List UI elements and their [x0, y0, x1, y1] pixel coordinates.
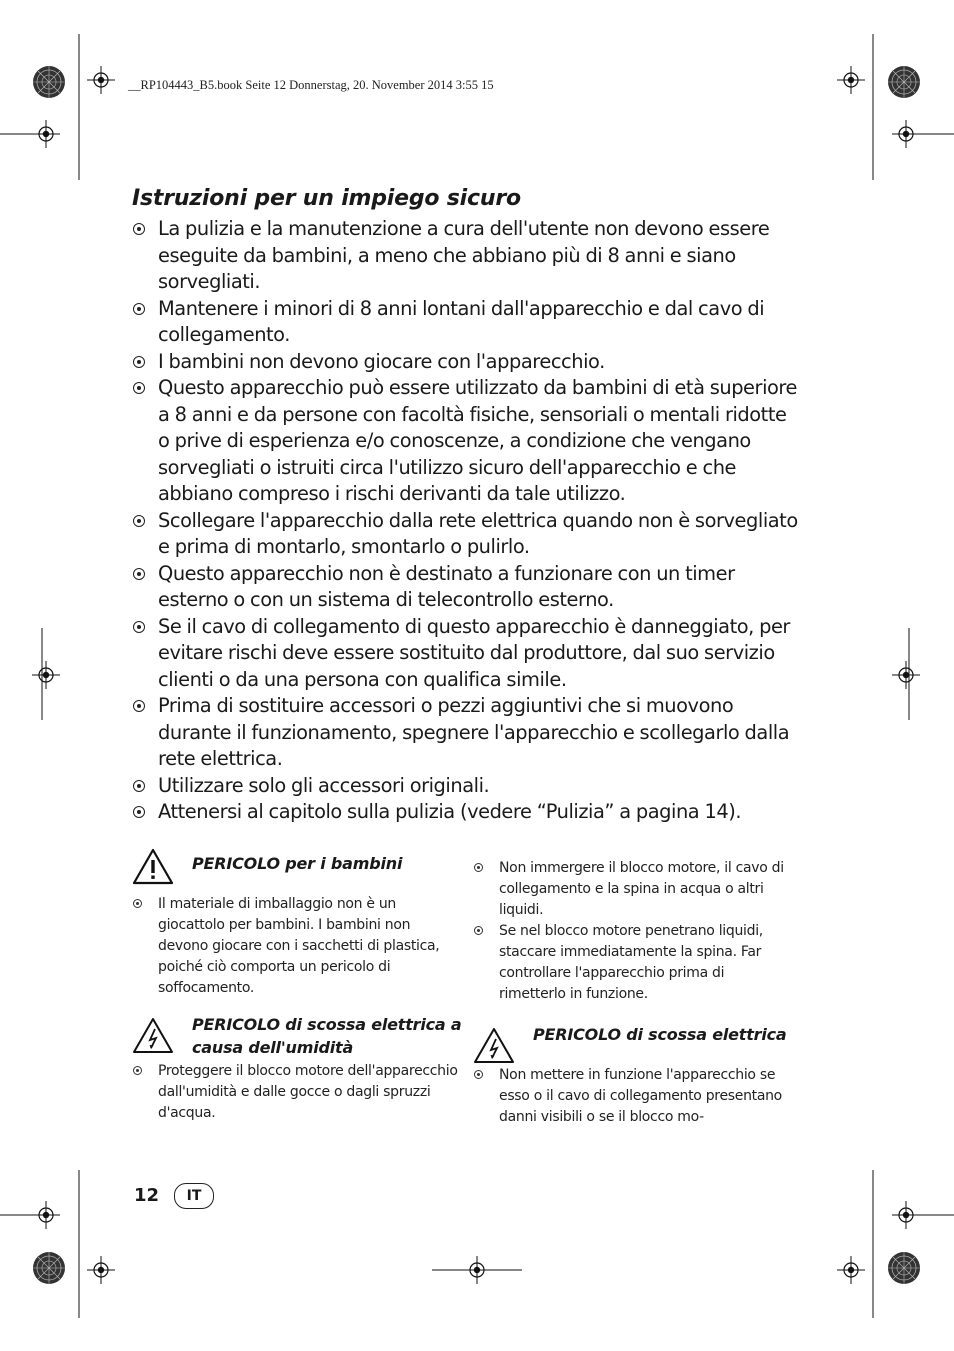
list-item: Utilizzare solo gli accessori originali. [132, 773, 802, 800]
bullet-icon [474, 926, 483, 935]
list-item: Il materiale di imballaggio non è un giocattolo per bambini. I bambini non devono giocare con i sacchetti di plastica, poiché ciò comporta un pericolo di soffocamento. [132, 894, 462, 999]
list-item: Mantenere i minori di 8 anni lontani dall'apparecchio e dal cavo di collegamento. [132, 296, 802, 349]
list-item: Scollegare l'apparecchio dalla rete elettrica quando non è sorvegliato e prima di montarlo, smontarlo o pulirlo. [132, 508, 802, 561]
warnings-left-column [132, 852, 462, 1124]
warning-humidity-list [132, 1061, 462, 1124]
list-item: Questo apparecchio può essere utilizzato da bambini di età superiore a 8 anni e da persone con facoltà fisiche, sensoriali o mentali ridotte o prive di esperienza e/o conoscenze, a condizione che vengano sorvegliati o istruiti circa l'utilizzo sicuro dell'apparecchio e che abbiano compreso i rischi derivanti da tale utilizzo. [132, 375, 802, 508]
list-item: Se nel blocco motore penetrano liquidi, staccare immediatamente la spina. Far controllare l'apparecchio prima di rimetterlo in funzione. [473, 921, 795, 1005]
warning-shock-list [473, 1065, 795, 1128]
bullet-icon [133, 1066, 142, 1075]
bullet-icon [133, 806, 145, 818]
warning-triangle-icon [132, 848, 174, 886]
bullet-icon [133, 356, 145, 368]
crop-mark-top-right [837, 34, 954, 180]
bullet-icon [133, 780, 145, 792]
bullet-icon [133, 621, 145, 633]
warning-title: PERICOLO di scossa elettrica a causa dell'umidità [192, 1015, 462, 1057]
list-item: Non mettere in funzione l'apparecchio se esso o il cavo di collegamento presentano danni visibili o se il blocco mo- [473, 1065, 795, 1128]
warning-title: PERICOLO per i bambini [192, 854, 403, 873]
electric-shock-icon [132, 1017, 174, 1055]
crop-mark-bottom-center [432, 1256, 522, 1284]
safety-instructions-list [132, 216, 802, 826]
warning-children-list [132, 894, 462, 999]
bullet-icon [133, 515, 145, 527]
crop-mark-top-left [0, 34, 115, 180]
list-item: I bambini non devono giocare con l'apparecchio. [132, 349, 802, 376]
list-item: Attenersi al capitolo sulla pulizia (vedere “Pulizia” a pagina 14). [132, 799, 802, 826]
bullet-icon [133, 223, 145, 235]
warning-children [132, 852, 462, 892]
bullet-icon [474, 1070, 483, 1079]
bullet-icon [474, 863, 483, 872]
list-item: Non immergere il blocco motore, il cavo di collegamento e la spina in acqua o altri liquidi. [473, 858, 795, 921]
section-title: Istruzioni per un impiego sicuro [132, 186, 521, 211]
crop-mark-bottom-right [837, 1170, 954, 1318]
list-item: Questo apparecchio non è destinato a funzionare con un timer esterno o con un sistema di telecontrollo esterno. [132, 561, 802, 614]
warning-shock [473, 1023, 795, 1063]
warning-humidity-continued-list [473, 858, 795, 1005]
warnings-right-column [473, 852, 795, 1128]
list-item: Proteggere il blocco motore dell'apparecchio dall'umidità e dalle gocce o dagli spruzzi d'acqua. [132, 1061, 462, 1124]
bullet-icon [133, 700, 145, 712]
electric-shock-icon [473, 1027, 515, 1065]
bullet-icon [133, 568, 145, 580]
warning-title: PERICOLO di scossa elettrica [533, 1025, 787, 1044]
crop-mark-bottom-left [0, 1170, 115, 1318]
list-item: Prima di sostituire accessori o pezzi aggiuntivi che si muovono durante il funzionamento, spegnere l'apparecchio e scollegarlo dalla rete elettrica. [132, 693, 802, 773]
language-badge: IT [174, 1183, 214, 1209]
list-item: La pulizia e la manutenzione a cura dell'utente non devono essere eseguite da bambini, a meno che abbiano più di 8 anni e siano sorvegliati. [132, 216, 802, 296]
list-item: Se il cavo di collegamento di questo apparecchio è danneggiato, per evitare rischi deve essere sostituito dal produttore, dal suo servizio clienti o da una persona con qualifica simile. [132, 614, 802, 694]
bullet-icon [133, 382, 145, 394]
page-number: 12 [134, 1185, 160, 1206]
warning-humidity [132, 1013, 462, 1059]
bullet-icon [133, 303, 145, 315]
print-slug-line: __RP104443_B5.book Seite 12 Donnerstag, 20. November 2014 3:55 15 [128, 78, 494, 92]
bullet-icon [133, 899, 142, 908]
